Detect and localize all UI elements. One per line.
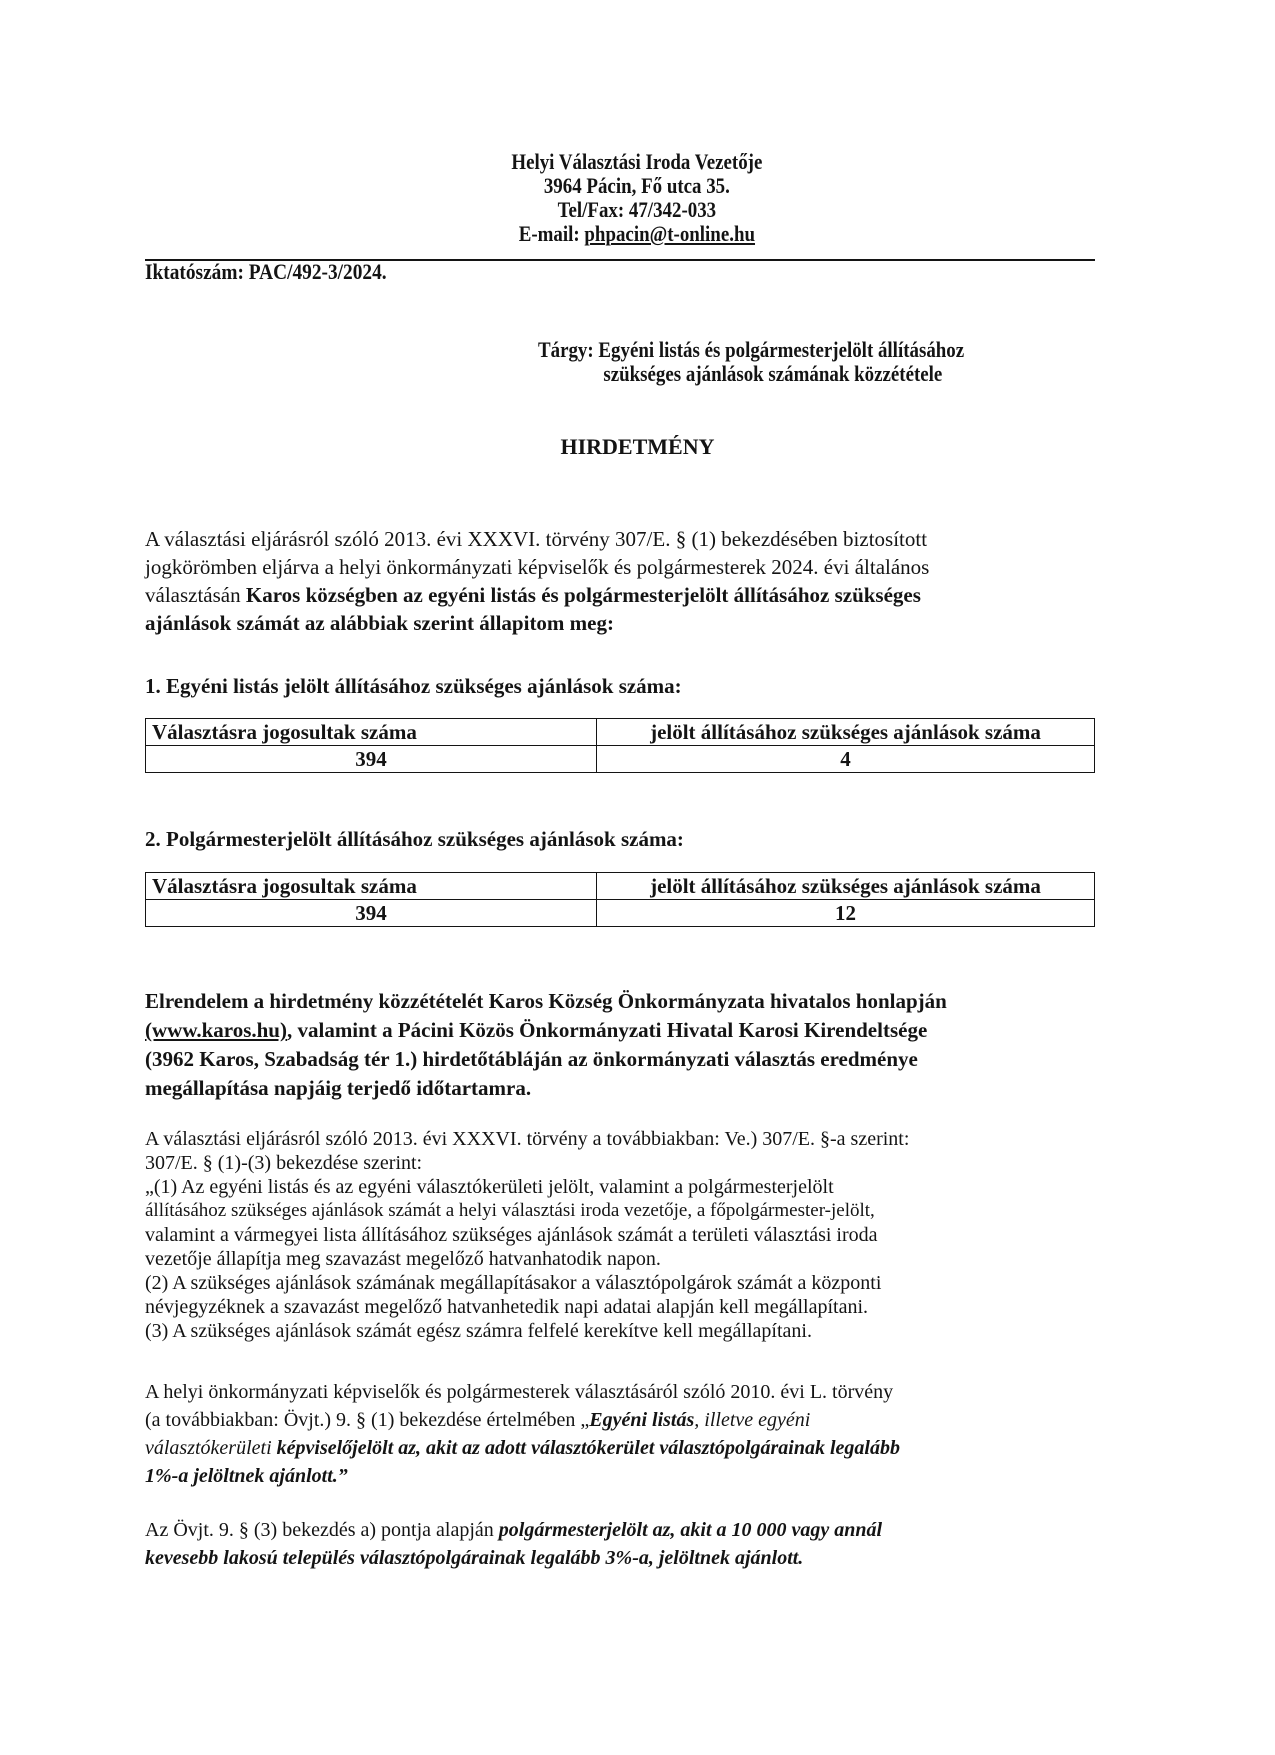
table-cell-eligible-voters: 394 xyxy=(146,900,597,927)
section-2-title: 2. Polgármesterjelölt állításához szükséges ajánlások száma: xyxy=(145,827,684,851)
law-line: 307/E. § (1)-(3) bekezdése szerint: xyxy=(145,1152,423,1174)
office-name: Helyi Választási Iroda Vezetője xyxy=(511,149,763,174)
intro-line-2: jogkörömben eljárva a helyi önkormányzati képviselők és polgármesterek 2024. évi általános xyxy=(145,555,930,579)
subject-line-1: Tárgy: Egyéni listás és polgármesterjelölt állításához xyxy=(538,337,965,362)
letterhead xyxy=(89,150,1186,246)
intro-paragraph xyxy=(145,525,1095,637)
order-line-3: (3962 Karos, Szabadság tér 1.) hirdetőtábláján az önkormányzati választás eredménye xyxy=(145,1047,918,1071)
intro-line-4: ajánlások számát az alábbiak szerint állapitom meg: xyxy=(145,611,614,635)
law-line: A helyi önkormányzati képviselők és polgármesterek választásáról szóló 2010. évi L. törvény xyxy=(145,1381,894,1403)
section-1-table xyxy=(145,718,1095,773)
table-row xyxy=(146,746,1095,773)
table-header-cell: Választásra jogosultak száma xyxy=(146,719,597,746)
order-line-1: Elrendelem a hirdetmény közzétételét Karos Község Önkormányzata hivatalos honlapján xyxy=(145,989,947,1013)
table-row xyxy=(146,900,1095,927)
order-line-4: megállapítása napjáig terjedő időtartamra. xyxy=(145,1076,532,1100)
law-line: 1%-a jelöltnek ajánlott.” xyxy=(145,1465,348,1487)
reference-number: Iktatószám: PAC/492-3/2024. xyxy=(145,259,387,284)
law-line: állításához szükséges ajánlások számát a helyi választási iroda vezetője, a főpolgármester-jelölt, xyxy=(145,1200,875,1221)
order-paragraph xyxy=(145,987,1095,1103)
table-header-cell: jelölt állításához szükséges ajánlások száma xyxy=(597,873,1095,900)
order-line-2: (www.karos.hu), valamint a Pácini Közös Önkormányzati Hivatal Karosi Kirendeltsége xyxy=(145,1018,928,1042)
law-excerpt-ovjt-3 xyxy=(145,1516,1095,1572)
table-header-row xyxy=(146,873,1095,900)
email-link[interactable]: phpacin@t-online.hu xyxy=(584,221,756,246)
intro-line-3: választásán Karos községben az egyéni listás és polgármesterjelölt állításához szükséges xyxy=(145,583,921,607)
table-cell-eligible-voters: 394 xyxy=(146,746,597,773)
table-header-cell: jelölt állításához szükséges ajánlások száma xyxy=(597,719,1095,746)
email-label: E-mail: xyxy=(518,221,585,246)
law-line: névjegyzéknek a szavazást megelőző hatvanhetedik napi adatai alapján kell megállapítani. xyxy=(145,1296,869,1318)
office-email-line xyxy=(89,222,1186,246)
intro-municipality: Karos községben az egyéni listás és polgármesterjelölt állításához szükséges xyxy=(245,583,921,607)
table-cell-required-recommendations: 4 xyxy=(597,746,1095,773)
document-title: HIRDETMÉNY xyxy=(560,434,715,459)
table-header-cell: Választásra jogosultak száma xyxy=(146,873,597,900)
office-address: 3964 Pácin, Fő utca 35. xyxy=(543,173,730,198)
law-line: vezetője állapítja meg szavazást megelőző hatvanhatodik napon. xyxy=(145,1248,661,1270)
subject xyxy=(538,338,964,386)
table-cell-required-recommendations: 12 xyxy=(597,900,1095,927)
intro-line-1: A választási eljárásról szóló 2013. évi XXXVI. törvény 307/E. § (1) bekezdésében biztosított xyxy=(145,527,928,551)
law-excerpt-ovjt-1 xyxy=(145,1378,1095,1490)
law-line: Az Övjt. 9. § (3) bekezdés a) pontja alapján polgármesterjelölt az, akit a 10 000 vagy annál xyxy=(145,1519,883,1541)
law-line: (3) A szükséges ajánlások számát egész számra felfelé kerekítve kell megállapítani. xyxy=(145,1320,812,1342)
section-1-title: 1. Egyéni listás jelölt állításához szükséges ajánlások száma: xyxy=(145,674,682,698)
table-header-row xyxy=(146,719,1095,746)
subject-line-2: szükséges ajánlások számának közzététele xyxy=(603,361,943,386)
law-line: (a továbbiakban: Övjt.) 9. § (1) bekezdése értelmében „Egyéni listás, illetve egyéni xyxy=(145,1409,811,1431)
law-line: kevesebb lakosú település választópolgárainak legalább 3%-a, jelöltnek ajánlott. xyxy=(145,1547,804,1569)
law-line: „(1) Az egyéni listás és az egyéni választókerületi jelölt, valamint a polgármesterjelölt xyxy=(145,1176,834,1198)
law-line: valamint a vármegyei lista állításához szükséges ajánlások számát a területi választási iroda xyxy=(145,1224,878,1246)
law-line: (2) A szükséges ajánlások számának megállapításakor a választópolgárok számát a központi xyxy=(145,1272,882,1294)
website-link[interactable]: (www.karos.hu) xyxy=(145,1018,287,1042)
law-line: A választási eljárásról szóló 2013. évi XXXVI. törvény a továbbiakban: Ve.) 307/E. §-a szerint: xyxy=(145,1128,910,1150)
law-excerpt-ve xyxy=(145,1127,1095,1343)
section-2-table xyxy=(145,872,1095,927)
office-telfax: Tel/Fax: 47/342-033 xyxy=(557,197,717,222)
law-line: választókerületi képviselőjelölt az, akit az adott választókerület választópolgárainak legalább xyxy=(145,1437,900,1459)
